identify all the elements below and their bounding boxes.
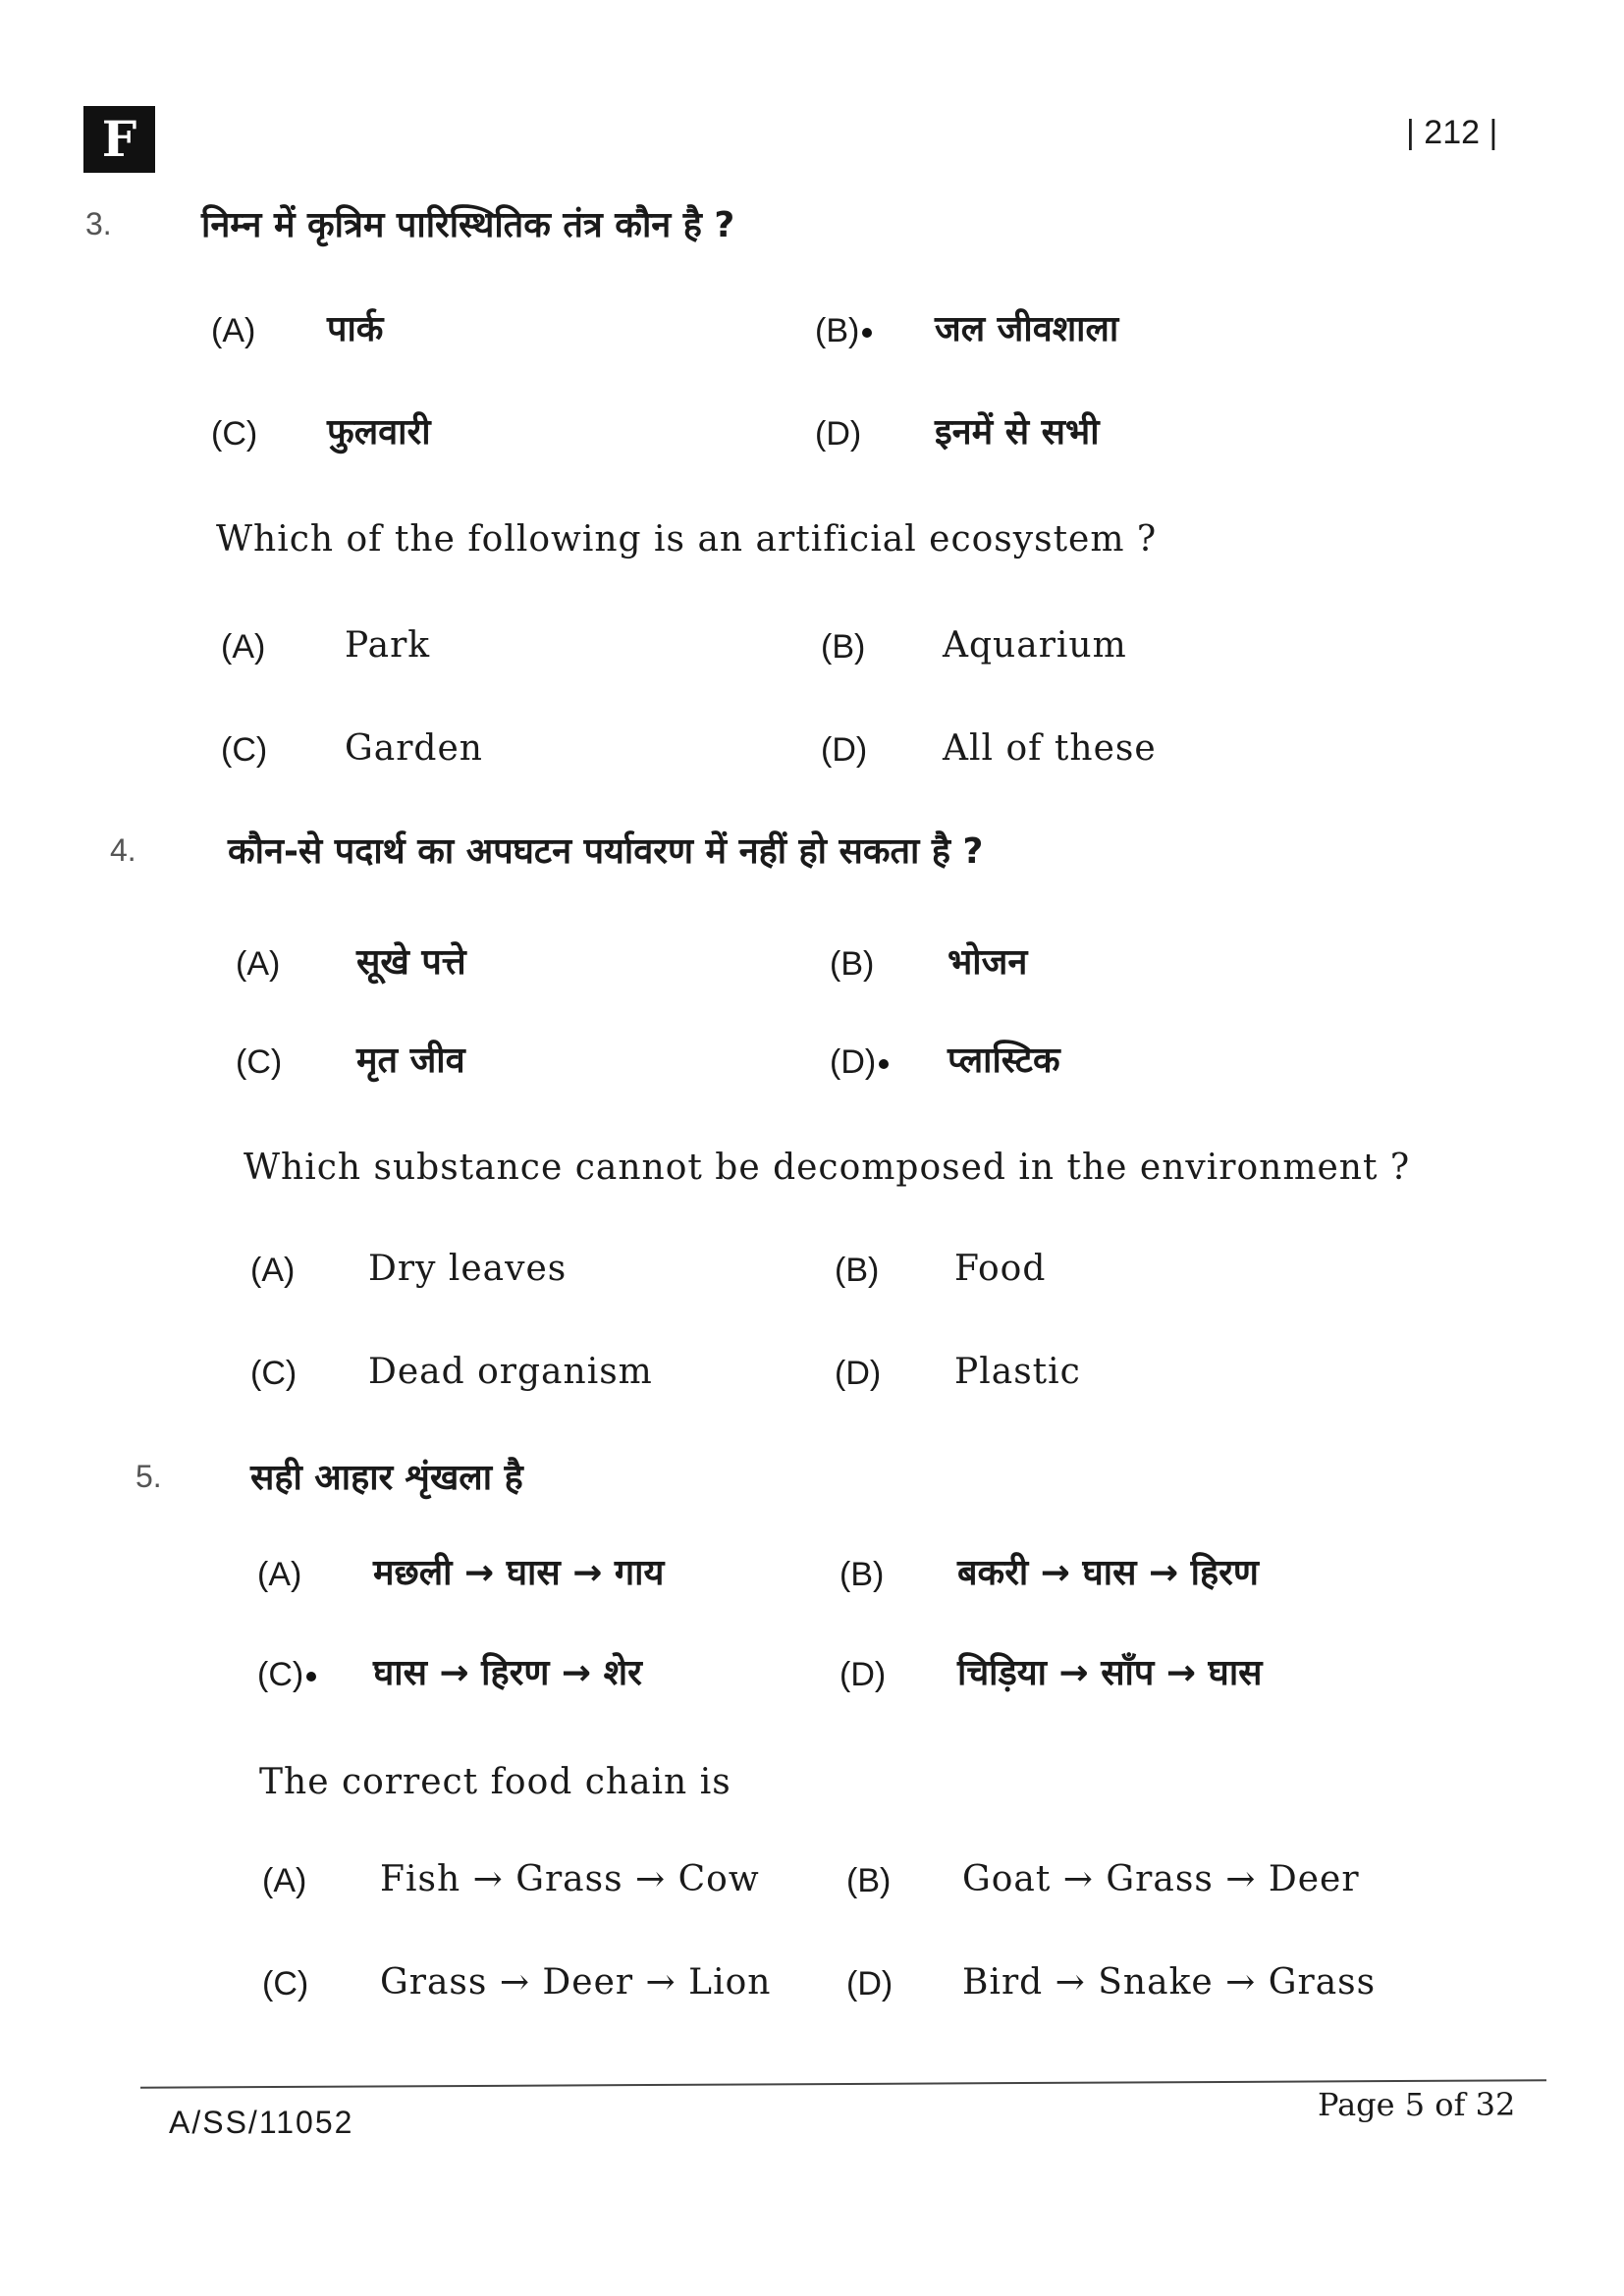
set-letter-badge: F — [83, 106, 155, 173]
option-letter: (C) — [250, 1355, 298, 1392]
option-text: मृत जीव — [356, 1041, 465, 1081]
option-text: Dry leaves — [368, 1249, 568, 1289]
question-number: 5. — [135, 1459, 162, 1494]
option-label — [236, 947, 280, 981]
question-number: 4. — [110, 832, 136, 868]
option-label — [821, 630, 865, 664]
option-text: घास → हिरण → शेर — [373, 1653, 642, 1693]
option-text: चिड़िया → साँप → घास — [957, 1653, 1263, 1693]
option-label — [257, 1558, 301, 1591]
option-letter: (A) — [221, 628, 266, 666]
option-letter: (B) — [815, 312, 860, 349]
option-letter: (D) — [830, 1043, 877, 1081]
question-text-english: The correct food chain is — [259, 1762, 731, 1802]
option-letter: (A) — [211, 312, 256, 349]
option-letter: (B) — [835, 1252, 880, 1289]
option-text: भोजन — [947, 942, 1028, 983]
option-text: इनमें से सभी — [935, 412, 1100, 453]
option-letter: (D) — [821, 731, 868, 769]
option-letter: (A) — [262, 1862, 307, 1899]
option-text: पार्क — [327, 309, 384, 349]
option-label — [236, 1045, 282, 1079]
option-label — [211, 314, 255, 347]
answer-mark-dot — [879, 1059, 889, 1069]
option-text: जल जीवशाला — [935, 309, 1119, 349]
option-letter: (C) — [221, 731, 268, 769]
option-label — [830, 1045, 889, 1079]
question-text-hindi: सही आहार शृंखला है — [250, 1458, 523, 1498]
option-letter: (D) — [835, 1355, 882, 1392]
question-text-english: Which of the following is an artificial ecosystem ? — [216, 519, 1158, 560]
option-label — [846, 1967, 893, 2001]
page-info: Page 5 of 32 — [1318, 2086, 1516, 2123]
option-label — [250, 1357, 297, 1390]
option-label — [257, 1658, 316, 1691]
option-letter: (A) — [250, 1252, 296, 1289]
option-label — [815, 417, 861, 451]
option-letter: (C) — [211, 415, 258, 453]
option-letter: (D) — [839, 1656, 887, 1693]
option-text: बकरी → घास → हिरण — [957, 1553, 1259, 1593]
option-text: Garden — [345, 728, 483, 769]
option-letter: (C) — [236, 1043, 283, 1081]
option-letter: (C) — [262, 1965, 309, 2002]
option-label — [835, 1254, 879, 1287]
option-label — [835, 1357, 881, 1390]
option-label — [839, 1558, 884, 1591]
option-letter: (D) — [846, 1965, 893, 2002]
option-letter: (B) — [839, 1556, 885, 1593]
question-number: 3. — [85, 206, 112, 241]
option-text: Grass → Deer → Lion — [380, 1962, 772, 2002]
option-text: सूखे पत्ते — [356, 942, 466, 983]
option-letter: (B) — [846, 1862, 892, 1899]
option-text: Fish → Grass → Cow — [380, 1859, 760, 1899]
option-label — [830, 947, 874, 981]
option-label — [250, 1254, 295, 1287]
option-label — [821, 733, 867, 767]
option-letter: (A) — [257, 1556, 302, 1593]
answer-mark-dot — [862, 328, 872, 338]
option-label — [262, 1967, 308, 2001]
option-text: प्लास्टिक — [947, 1041, 1060, 1081]
option-label — [221, 733, 267, 767]
option-letter: (B) — [830, 945, 875, 983]
option-text: Aquarium — [943, 625, 1127, 666]
option-label — [846, 1864, 891, 1897]
option-text: All of these — [943, 728, 1157, 769]
option-text: मछली → घास → गाय — [373, 1553, 665, 1593]
question-text-hindi: निम्न में कृत्रिम पारिस्थितिक तंत्र कौन है ? — [201, 205, 735, 245]
option-label — [262, 1864, 306, 1897]
option-text: Food — [954, 1249, 1047, 1289]
page-code: | 212 | — [1406, 114, 1498, 151]
option-label — [839, 1658, 886, 1691]
option-text: Dead organism — [368, 1352, 653, 1392]
option-text: Goat → Grass → Deer — [962, 1859, 1360, 1899]
option-letter: (B) — [821, 628, 866, 666]
question-text-hindi: कौन-से पदार्थ का अपघटन पर्यावरण में नहीं हो सकता है ? — [228, 831, 984, 872]
option-label — [211, 417, 257, 451]
answer-mark-dot — [306, 1672, 316, 1682]
option-label — [815, 314, 872, 347]
option-text: फुलवारी — [327, 412, 431, 453]
option-letter: (A) — [236, 945, 281, 983]
option-text: Bird → Snake → Grass — [962, 1962, 1377, 2002]
option-text: Plastic — [954, 1352, 1081, 1392]
option-letter: (C) — [257, 1656, 304, 1693]
option-letter: (D) — [815, 415, 862, 453]
option-label — [221, 630, 265, 664]
option-text: Park — [345, 625, 431, 666]
question-text-english: Which substance cannot be decomposed in the environment ? — [244, 1148, 1411, 1188]
paper-code: A/SS/11052 — [169, 2105, 354, 2140]
